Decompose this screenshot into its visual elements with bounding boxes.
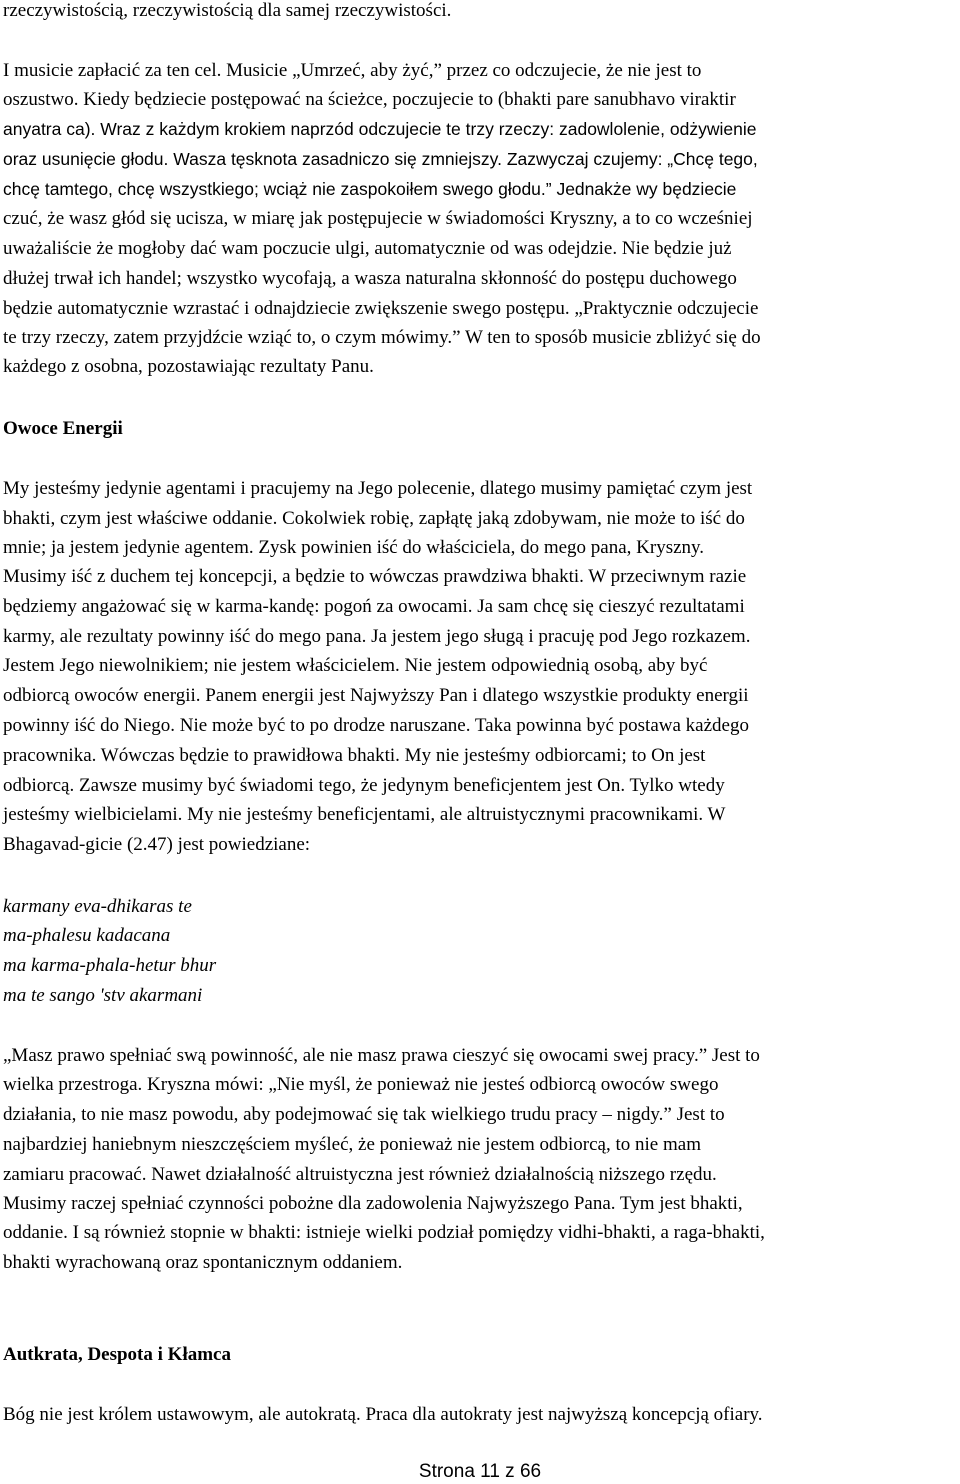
text-line: każdego z osobna, pozostawiając rezultaty Panu.: [3, 356, 374, 377]
text-line: najbardziej haniebnym nieszczęściem myśleć, że ponieważ nie jestem odbiorcą, to nie mam: [3, 1134, 701, 1155]
text-line: „Masz prawo spełniać swą powinność, ale nie masz prawa cieszyć się owocami swej pracy.” Jest to: [3, 1045, 760, 1066]
text-line: chcę tamtego, chcę wszystkiego; wciąż nie zaspokoiłem swego głodu.” Jednakże wy będziecie: [3, 179, 737, 199]
text-line: będzie automatycznie wzrastać i odnajdziecie zwiększenie swego postępu. „Praktycznie odczujecie: [3, 298, 759, 319]
section-heading: Owoce Energii: [3, 418, 123, 439]
text-line: działania, to nie masz powodu, aby podejmować się tak wielkiego trudu pracy – nigdy.” Jest to: [3, 1104, 725, 1125]
text-line: anyatra ca). Wraz z każdym krokiem naprzód odczujecie te trzy rzeczy: zadowlolenie, odżywienie: [3, 119, 757, 139]
text-line: odbiorcą owoców energii. Panem energii jest Najwyższy Pan i dlatego wszystkie produkty energii: [3, 685, 749, 706]
verse-line: karmany eva-dhikaras te: [3, 896, 192, 917]
text-line: wielka przestroga. Kryszna mówi: „Nie myśl, że ponieważ nie jesteś odbiorcą owoców swego: [3, 1074, 719, 1095]
text-line: czuć, że wasz głód się ucisza, w miarę jak postępujecie w świadomości Kryszny, a to co wcześniej: [3, 208, 753, 229]
text-line: I musicie zapłacić za ten cel. Musicie „Umrzeć, aby żyć,” przez co odczujecie, że nie jest to: [3, 60, 702, 81]
verse-line: ma-phalesu kadacana: [3, 925, 171, 946]
text-line: rzeczywistością, rzeczywistością dla samej rzeczywistości.: [3, 0, 452, 21]
text-line: uważaliście że mogłoby dać wam poczucie ulgi, automatycznie od was odejdzie. Nie będzie już: [3, 238, 732, 259]
text-line: bhakti, czym jest właściwe oddanie. Cokolwiek robię, zapłątę jaką zdobywam, nie może to iść do: [3, 508, 745, 529]
text-line: Bóg nie jest królem ustawowym, ale autokratą. Praca dla autokraty jest najwyższą koncepcją ofiary.: [3, 1404, 763, 1425]
verse-line: ma te sango 'stv akarmani: [3, 985, 203, 1006]
text-line: jesteśmy wielbicielami. My nie jesteśmy beneficjentami, ale altruistycznymi pracownikami. W: [3, 804, 726, 825]
text-line: Musimy raczej spełniać czynności pobożne dla zadowolenia Najwyższego Pana. Tym jest bhakti,: [3, 1193, 743, 1214]
page-number: Strona 11 z 66: [418, 1461, 542, 1482]
text-line: pracownika. Wówczas będzie to prawidłowa bhakti. My nie jesteśmy odbiorcami; to On jest: [3, 745, 706, 766]
text-line: odbiorcą. Zawsze musimy być świadomi tego, że jedynym beneficjentem jest On. Tylko wtedy: [3, 775, 725, 796]
text-line: oddanie. I są również stopnie w bhakti: istnieje wielki podział pomiędzy vidhi-bhakti, a raga-bhakti,: [3, 1222, 765, 1243]
text-line: My jesteśmy jedynie agentami i pracujemy na Jego polecenie, dlatego musimy pamiętać czym jest: [3, 478, 753, 499]
text-line: mnie; ja jestem jedynie agentem. Zysk powinien iść do właściciela, do mego pana, Kryszny.: [3, 537, 705, 558]
text-line: te trzy rzeczy, zatem przyjdźcie wziąć to, o czym mówimy.” W ten to sposób musicie zbliżyć się do: [3, 327, 761, 348]
text-line: oraz usunięcie głodu. Wasza tęsknota zasadniczo się zmniejszy. Zazwyczaj czujemy: „Chcę tego,: [3, 149, 758, 169]
text-line: Musimy iść z duchem tej koncepcji, a będzie to wówczas prawdziwa bhakti. W przeciwnym razie: [3, 566, 747, 587]
text-line: powinny iść do Niego. Nie może być to po drodze naruszane. Taka powinna być postawa każdego: [3, 715, 749, 736]
text-line: karmy, ale rezultaty powinny iść do mego pana. Ja jestem jego sługą i pracuję pod Jego rozkazem.: [3, 626, 751, 647]
text-line: zamiaru pracować. Nawet działalność altruistyczna jest również działalnością niższego rzędu.: [3, 1164, 717, 1185]
text-line: Jestem Jego niewolnikiem; nie jestem właścicielem. Nie jestem odpowiednią osobą, aby być: [3, 655, 708, 676]
section-heading: Autkrata, Despota i Kłamca: [3, 1344, 231, 1365]
text-line: bhakti wyrachowaną oraz spontanicznym oddaniem.: [3, 1252, 403, 1273]
text-line: będziemy angażować się w karma-kandę: pogoń za owocami. Ja sam chcę się cieszyć rezultatami: [3, 596, 745, 617]
text-line: Bhagavad-gicie (2.47) jest powiedziane:: [3, 834, 311, 855]
verse-line: ma karma-phala-hetur bhur: [3, 955, 217, 976]
text-line: dłużej trwał ich handel; wszystko wycofają, a wasza naturalna skłonność do postępu duchowego: [3, 268, 737, 289]
text-line: oszustwo. Kiedy będziecie postępować na ścieżce, poczujecie to (bhakti pare sanubhavo viraktir: [3, 89, 736, 110]
